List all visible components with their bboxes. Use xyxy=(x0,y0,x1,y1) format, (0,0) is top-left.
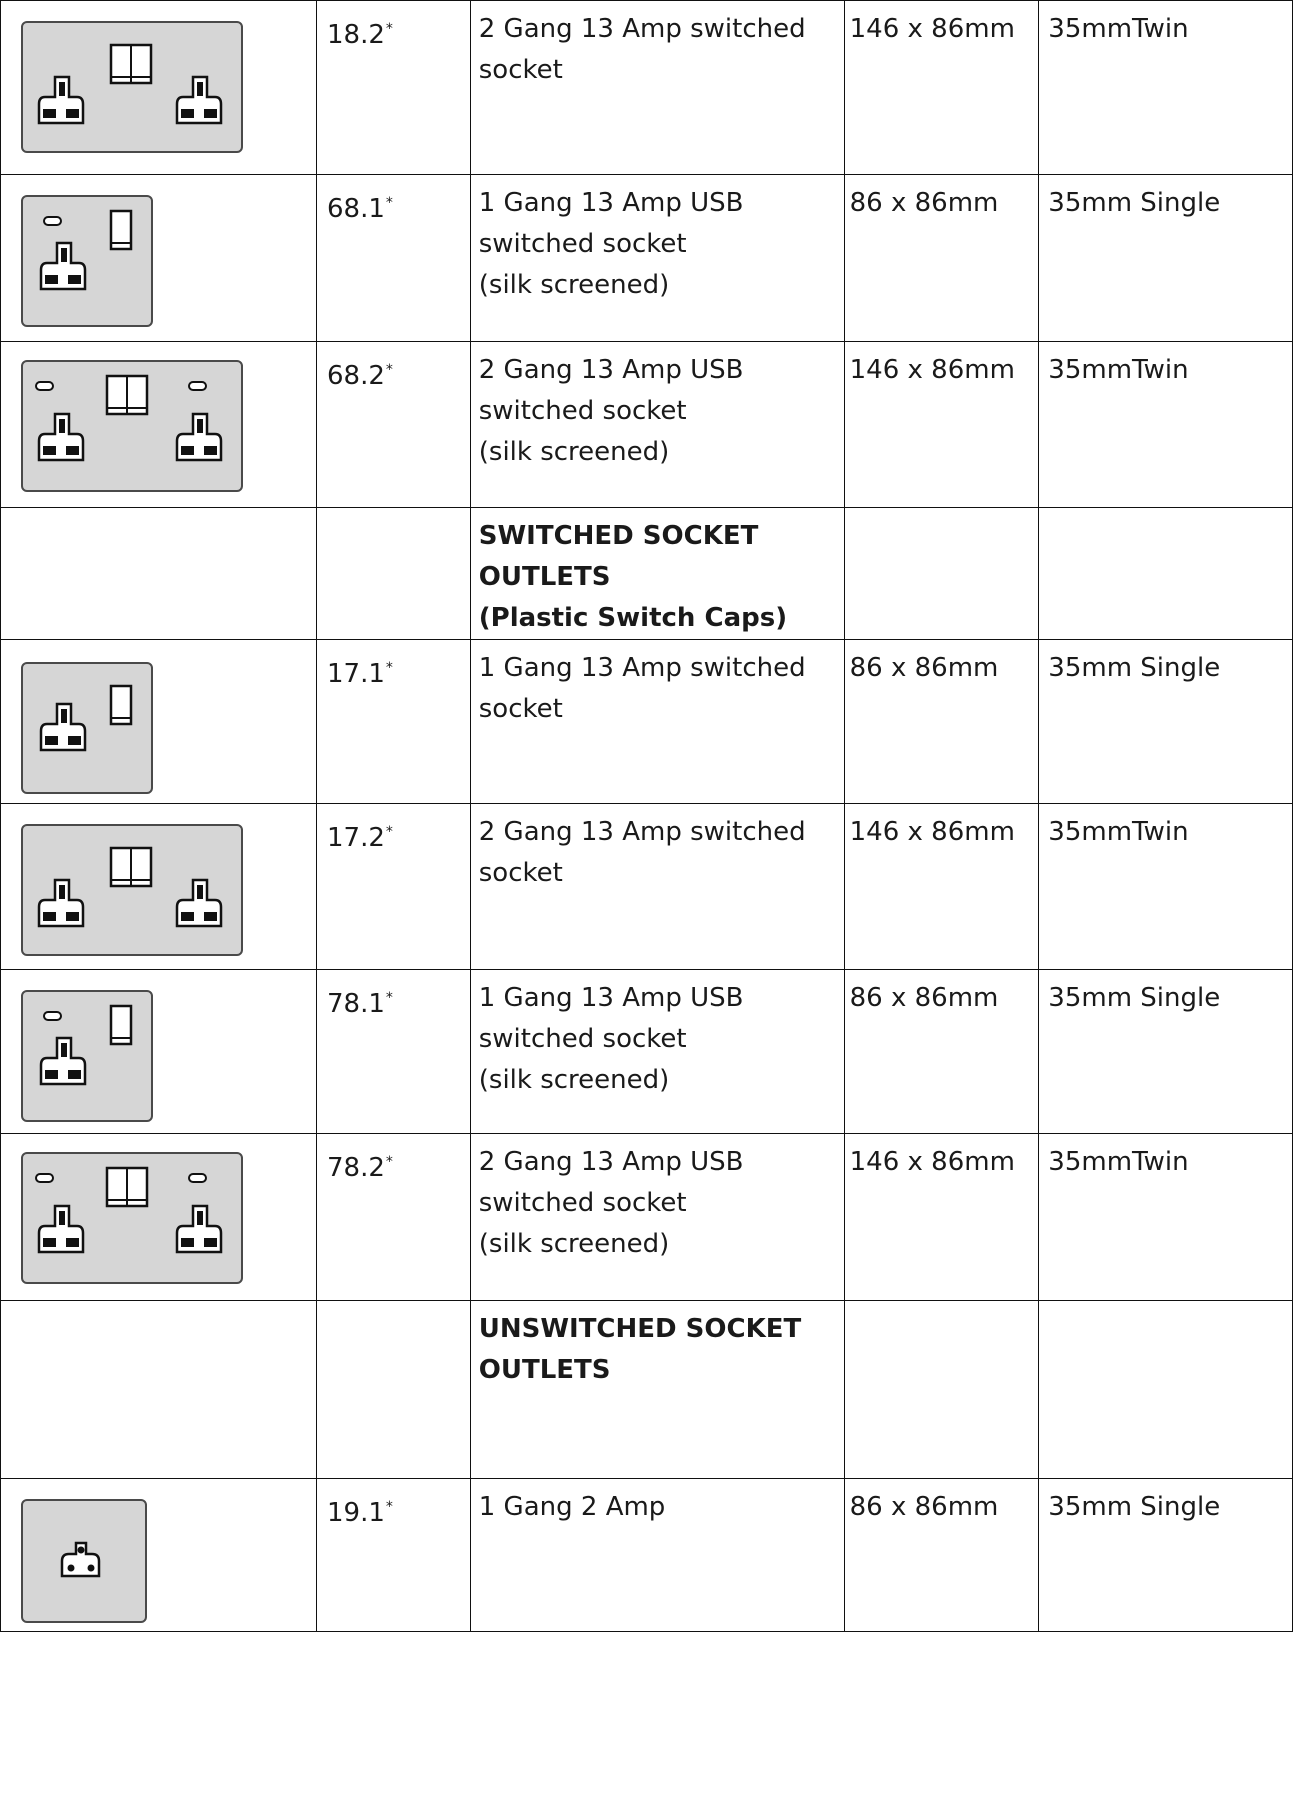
product-row xyxy=(1,1,1293,175)
product-description xyxy=(470,175,844,342)
footnote-mark: * xyxy=(385,990,393,1006)
description-line: switched socket xyxy=(478,229,687,259)
footnote-mark: * xyxy=(385,660,393,676)
product-description xyxy=(470,804,844,970)
plate-size xyxy=(844,508,1039,640)
description-line: switched socket xyxy=(478,1024,687,1054)
back-box: 35mmTwin xyxy=(1039,342,1293,508)
product-description xyxy=(470,970,844,1134)
description-line: UNSWITCHED SOCKET xyxy=(478,1314,802,1344)
description-line: 1 Gang 13 Amp switched xyxy=(478,653,806,683)
product-description xyxy=(470,1134,844,1301)
description-line: switched socket xyxy=(478,1188,687,1218)
product-code-cell xyxy=(317,1,471,175)
product-image-cell xyxy=(1,1301,317,1479)
back-box: 35mmTwin xyxy=(1039,804,1293,970)
back-box: 35mmTwin xyxy=(1039,1,1293,175)
product-code-cell xyxy=(317,508,471,640)
plate-size: 86 x 86mm xyxy=(844,1479,1039,1632)
description-line: (silk screened) xyxy=(478,270,670,300)
description-line: (Plastic Switch Caps) xyxy=(478,603,788,633)
back-box xyxy=(1039,1301,1293,1479)
description-line: (silk screened) xyxy=(478,1065,670,1095)
single-usb-socket-plate-icon xyxy=(21,195,153,327)
description-line: switched socket xyxy=(478,396,687,426)
back-box: 35mm Single xyxy=(1039,640,1293,804)
section-heading xyxy=(470,508,844,640)
product-image-cell xyxy=(1,640,317,804)
product-description xyxy=(470,1,844,175)
back-box: 35mm Single xyxy=(1039,1479,1293,1632)
description-line: SWITCHED SOCKET xyxy=(478,521,759,551)
description-line: 2 Gang 13 Amp USB xyxy=(478,355,744,385)
back-box: 35mmTwin xyxy=(1039,1134,1293,1301)
product-image-cell xyxy=(1,804,317,970)
product-row xyxy=(1,1134,1293,1301)
footnote-mark: * xyxy=(385,21,393,37)
footnote-mark: * xyxy=(385,1154,393,1170)
plate-size: 146 x 86mm xyxy=(844,1134,1039,1301)
double-usb-socket-plate-icon xyxy=(21,360,243,492)
round-2a-socket-plate-icon xyxy=(21,1499,147,1623)
back-box: 35mm Single xyxy=(1039,970,1293,1134)
plate-size: 86 x 86mm xyxy=(844,175,1039,342)
product-description xyxy=(470,342,844,508)
plate-size xyxy=(844,1301,1039,1479)
section-heading-row xyxy=(1,508,1293,640)
product-code: 78.1 xyxy=(327,989,385,1019)
double-socket-plate-icon xyxy=(21,21,243,153)
product-image-cell xyxy=(1,970,317,1134)
description-line: socket xyxy=(478,55,563,85)
section-heading-row xyxy=(1,1301,1293,1479)
product-code: 68.1 xyxy=(327,194,385,224)
back-box: 35mm Single xyxy=(1039,175,1293,342)
product-description xyxy=(470,640,844,804)
description-line: socket xyxy=(478,694,563,724)
single-socket-plate-icon xyxy=(21,662,153,794)
product-code: 68.2 xyxy=(327,361,385,391)
plate-size: 146 x 86mm xyxy=(844,804,1039,970)
plate-size: 86 x 86mm xyxy=(844,970,1039,1134)
product-image-cell xyxy=(1,1134,317,1301)
footnote-mark: * xyxy=(385,195,393,211)
plate-size: 86 x 86mm xyxy=(844,640,1039,804)
description-line: 1 Gang 13 Amp USB xyxy=(478,983,744,1013)
product-image-cell xyxy=(1,508,317,640)
product-code-cell xyxy=(317,175,471,342)
product-code-cell xyxy=(317,342,471,508)
description-line: 1 Gang 13 Amp USB xyxy=(478,188,744,218)
footnote-mark: * xyxy=(385,824,393,840)
product-row xyxy=(1,970,1293,1134)
description-line: 2 Gang 13 Amp USB xyxy=(478,1147,744,1177)
product-row xyxy=(1,804,1293,970)
product-code-cell xyxy=(317,1134,471,1301)
footnote-mark: * xyxy=(385,1499,393,1515)
product-row xyxy=(1,342,1293,508)
product-image-cell xyxy=(1,342,317,508)
product-image-cell xyxy=(1,1,317,175)
description-line: (silk screened) xyxy=(478,437,670,467)
description-line: OUTLETS xyxy=(478,1355,611,1385)
product-code: 17.2 xyxy=(327,823,385,853)
description-line: OUTLETS xyxy=(478,562,611,592)
product-row xyxy=(1,175,1293,342)
product-image-cell xyxy=(1,1479,317,1632)
product-row xyxy=(1,1479,1293,1632)
footnote-mark: * xyxy=(385,362,393,378)
product-code-cell xyxy=(317,970,471,1134)
double-usb-socket-plate-icon xyxy=(21,1152,243,1284)
single-usb-socket-plate-icon xyxy=(21,990,153,1122)
description-line: 1 Gang 2 Amp xyxy=(478,1492,666,1522)
product-code-cell xyxy=(317,1479,471,1632)
description-line: 2 Gang 13 Amp switched xyxy=(478,14,806,44)
double-socket-plate-icon xyxy=(21,824,243,956)
back-box xyxy=(1039,508,1293,640)
product-code: 17.1 xyxy=(327,659,385,689)
section-heading xyxy=(470,1301,844,1479)
product-description xyxy=(470,1479,844,1632)
product-code-cell xyxy=(317,804,471,970)
description-line: socket xyxy=(478,858,563,888)
product-row xyxy=(1,640,1293,804)
description-line: (silk screened) xyxy=(478,1229,670,1259)
description-line: 2 Gang 13 Amp switched xyxy=(478,817,806,847)
product-code: 18.2 xyxy=(327,20,385,50)
plate-size: 146 x 86mm xyxy=(844,342,1039,508)
product-code-cell xyxy=(317,640,471,804)
product-code: 19.1 xyxy=(327,1498,385,1528)
product-code-cell xyxy=(317,1301,471,1479)
product-code: 78.2 xyxy=(327,1153,385,1183)
product-image-cell xyxy=(1,175,317,342)
plate-size: 146 x 86mm xyxy=(844,1,1039,175)
